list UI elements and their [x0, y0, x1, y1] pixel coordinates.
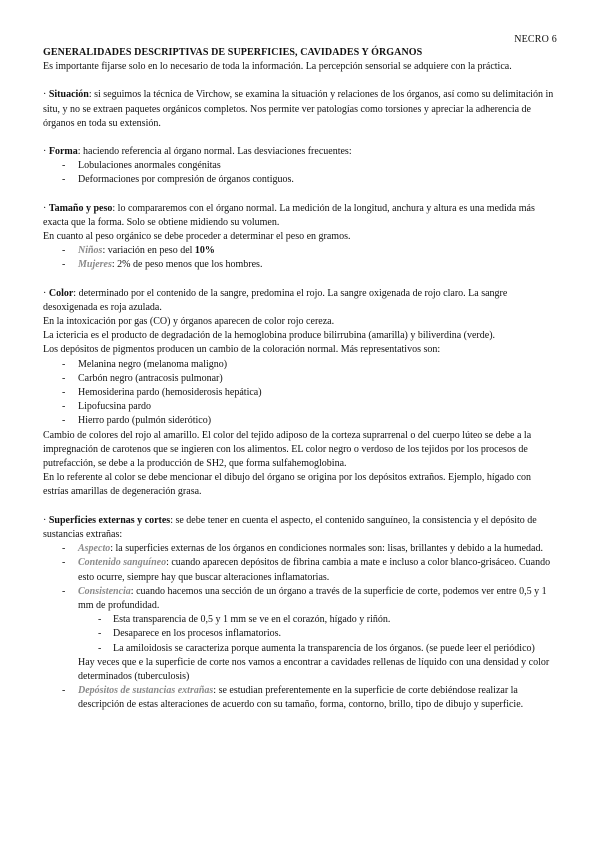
list-item: - Consistencia: cuando hacemos una sección de un órgano a través de la superficie de corte, podemos ver entre 0,5 y 1 mm de profundidad. [43, 585, 557, 613]
mujeres-term: Mujeres [78, 259, 112, 271]
list-item: - Lipofucsina pardo [43, 400, 557, 414]
list-item: - Depósitos de sustancias extrañas: se estudian preferentemente en la superficie de corte debiéndose realizar la descripción de estas alteraciones de acuerdo con su tamaño, forma, contorno, brillo, tipo de dibujo y superficie. [43, 684, 557, 712]
tamano-term: Tamaño y peso [48, 202, 113, 214]
depositos-term: Depósitos de sustancias extrañas [78, 685, 214, 697]
color-term: Color [48, 287, 74, 299]
cavidades-paragraph: Hay veces que e la superficie de corte nos vamos a encontrar a cavidades rellenas de líquido con una densidad y color determinados (tuberculosis) [78, 656, 550, 682]
superficies-term: Superficies externas y cortes [48, 514, 171, 526]
situacion-paragraph: · Situación: si seguimos la técnica de Virchow, se examina la situación y relaciones de los órganos, así como su delimitación in situ, y no se extraen paquetes orgánicos completos. Nos permite ver patologías como torsiones y apreciar la adherencia de órganos en toda su extensión. [43, 89, 554, 129]
list-item: - Melanina negro (melanoma maligno) [43, 358, 557, 372]
list-item: - Niños: variación en peso del 10% [43, 244, 557, 258]
depositos-list [43, 684, 557, 712]
list-item: - Esta transparencia de 0,5 y 1 mm se ve en el corazón, hígado y riñón. [43, 613, 557, 627]
tamano-list [43, 244, 557, 272]
list-item: - Mujeres: 2% de peso menos que los hombres. [43, 258, 557, 272]
list-item: - Desaparece en los procesos inflamatorios. [43, 627, 557, 641]
superficies-paragraph: · Superficies externas y cortes: se debe tener en cuenta el aspecto, el contenido sanguíneo, la consistencia y el depósito de sustancias extrañas: [43, 514, 537, 540]
color-paragraph: · Color: determinado por el contenido de la sangre, predomina el rojo. La sangre oxigenada de rojo claro. La sangre desoxigenada es roja azulada. [43, 287, 508, 313]
color-after-paragraph-2: En lo referente al color se debe mencionar el dibujo del órgano se origina por los depósitos extraños. Ejemplo, hígado con estrías amarillas de degeneración grasa. [43, 472, 532, 498]
consistencia-term: Consistencia [78, 585, 131, 597]
pigment-list [43, 358, 557, 429]
list-item: - Aspecto: la superficies externas de los órganos en condiciones normales son: lisas, brillantes y debido a la humedad. [43, 542, 557, 556]
color-line-ictericia: La ictericia es el producto de degradación de la hemoglobina produce bilirrubina (amarilla) y biliverdina (verde). [43, 330, 496, 342]
color-after-paragraph-1: Cambio de colores del rojo al amarillo. El color del tejido adiposo de la corteza suprarrenal o del cuerpo lúteo se debe a la impregnación de carotenos que se ingieren con los alimentos. EL color negro o verdoso de los tejidos por los procesos de putrefacción, se debe a la producción de SH2, que forma sulfahemoglobina. [43, 429, 532, 470]
list-item: - Carbón negro (antracosis pulmonar) [43, 372, 557, 386]
intro-paragraph: Es importante fijarse solo en lo necesario de toda la información. La percepción sensorial se adquiere con la práctica. [43, 61, 512, 73]
forma-list [43, 159, 557, 187]
ninos-term: Niños [78, 245, 103, 257]
color-line-depositos: Los depósitos de pigmentos producen un cambio de la coloración normal. Más representativos son: [43, 344, 441, 356]
superficies-list [43, 542, 557, 613]
situacion-term: Situación [48, 89, 89, 101]
list-item: - La amiloidosis se caracteriza porque aumenta la transparencia de los órganos. (se puede leer el periódico) [43, 642, 557, 656]
tamano-line: En cuanto al peso orgánico se debe proceder a determinar el peso en gramos. [43, 231, 351, 243]
list-item: - Lobulaciones anormales congénitas [43, 159, 557, 173]
list-item: - Contenido sanguíneo: cuando aparecen depósitos de fibrina cambia a mate e incluso a color blanco-grisáceo. Cuando esto ocurre, siempre hay que buscar alteraciones inflamatorias. [43, 556, 557, 584]
forma-term: Forma [48, 146, 78, 158]
list-item: - Deformaciones por compresión de órganos contiguos. [43, 173, 557, 187]
tamano-paragraph: · Tamaño y peso: lo compararemos con el órgano normal. La medición de la longitud, anchura y altura es una medida más exacta que la forma. Solo se obtiene midiendo su volumen. [43, 202, 535, 228]
contenido-term: Contenido sanguíneo [78, 557, 167, 569]
list-item: - Hierro pardo (pulmón siderótico) [43, 414, 557, 428]
aspecto-term: Aspecto [78, 543, 111, 555]
list-item: - Hemosiderina pardo (hemosiderosis hepática) [43, 386, 557, 400]
document-body [43, 46, 557, 713]
consistencia-sublist [43, 613, 557, 656]
document-title: GENERALIDADES DESCRIPTIVAS DE SUPERFICIES, CAVIDADES Y ÓRGANOS [43, 47, 423, 58]
page-header-code: NECRO 6 [514, 34, 557, 45]
forma-paragraph: · Forma: haciendo referencia al órgano normal. Las desviaciones frecuentes: [43, 146, 352, 158]
color-line-co: En la intoxicación por gas (CO) y órganos aparecen de color rojo cereza. [43, 316, 335, 328]
